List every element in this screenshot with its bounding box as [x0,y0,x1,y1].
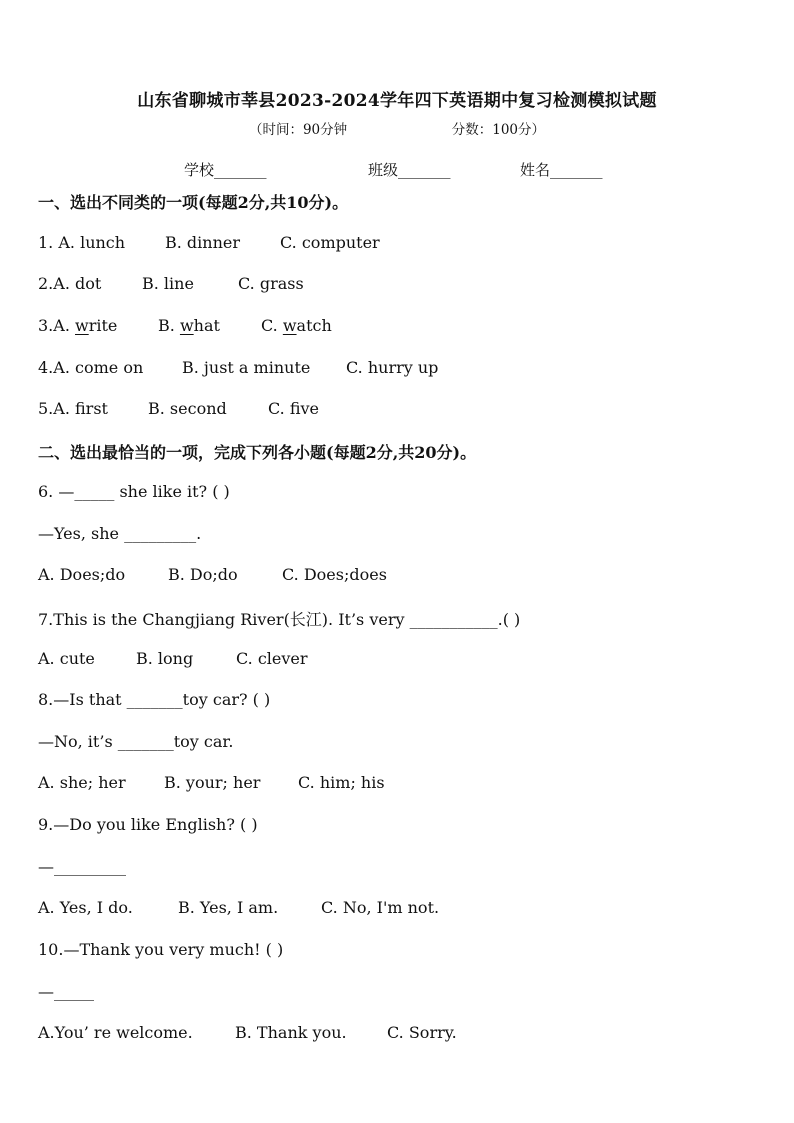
exam-time: （时间：90分钟 [248,122,348,138]
q8-option-c[interactable]: C. him; his [298,773,385,792]
q4-option-a[interactable]: 4.A. come on [38,358,144,377]
q8-stem: 8.—Is that _______toy car? ( ) [38,690,271,709]
q6-reply: —Yes, she _________. [38,524,202,543]
q10-option-a[interactable]: A.You’ re welcome. [38,1023,193,1042]
exam-meta [0,118,794,138]
q6-option-b[interactable]: B. Do;do [168,565,238,584]
q4-option-c[interactable]: C. hurry up [346,358,439,377]
q8-option-b[interactable]: B. your; her [164,773,261,792]
class-field[interactable]: 班级_______ [368,161,451,179]
q9-option-c[interactable]: C. No, I'm not. [321,898,440,917]
q6-option-c[interactable]: C. Does;does [282,565,387,584]
q9-option-a[interactable]: A. Yes, I do. [38,898,133,917]
q5-option-a[interactable]: 5.A. first [38,399,108,418]
q6-option-a[interactable]: A. Does;do [38,565,126,584]
q8-reply: —No, it’s _______toy car. [38,732,234,751]
section-1-heading: 一、选出不同类的一项(每题2分,共10分)。 [38,193,349,212]
q10-stem: 10.—Thank you very much! ( ) [38,940,284,959]
q1-option-a[interactable]: 1. A. lunch [38,233,126,252]
q8-option-a[interactable]: A. she; her [38,773,126,792]
q7-option-c[interactable]: C. clever [236,649,308,668]
q2-option-c[interactable]: C. grass [238,274,304,293]
q3-option-c[interactable]: C. watch [261,316,332,335]
q5-option-c[interactable]: C. five [268,399,320,418]
section-2-heading: 二、选出最恰当的一项，完成下列各小题(每题2分,共20分)。 [38,443,477,462]
q6-stem: 6. —_____ she like it? ( ) [38,482,230,501]
name-field[interactable]: 姓名_______ [520,161,603,179]
exam-title: 山东省聊城市莘县2023-2024学年四下英语期中复习检测模拟试题 [137,91,657,111]
q9-stem: 9.—Do you like English? ( ) [38,815,258,834]
q2-option-b[interactable]: B. line [142,274,194,293]
q5-option-b[interactable]: B. second [148,399,227,418]
exam-score: 分数：100分） [451,122,546,138]
q7-option-b[interactable]: B. long [136,649,194,668]
q9-option-b[interactable]: B. Yes, I am. [178,898,279,917]
q10-option-c[interactable]: C. Sorry. [387,1023,457,1042]
q2-option-a[interactable]: 2.A. dot [38,274,102,293]
q7-option-a[interactable]: A. cute [38,649,95,668]
q9-reply: —_________ [38,857,126,876]
q4-option-b[interactable]: B. just a minute [182,358,311,377]
q10-reply: —_____ [38,982,94,1001]
q1-option-b[interactable]: B. dinner [165,233,241,252]
q1-option-c[interactable]: C. computer [280,233,380,252]
q3-option-a[interactable]: 3.A. write [38,316,118,335]
q7-stem: 7.This is the Changjiang River(长江). It’s very ___________.( ) [38,610,521,629]
q3-option-b[interactable]: B. what [158,316,220,335]
q10-option-b[interactable]: B. Thank you. [235,1023,347,1042]
school-field[interactable]: 学校_______ [184,161,267,179]
